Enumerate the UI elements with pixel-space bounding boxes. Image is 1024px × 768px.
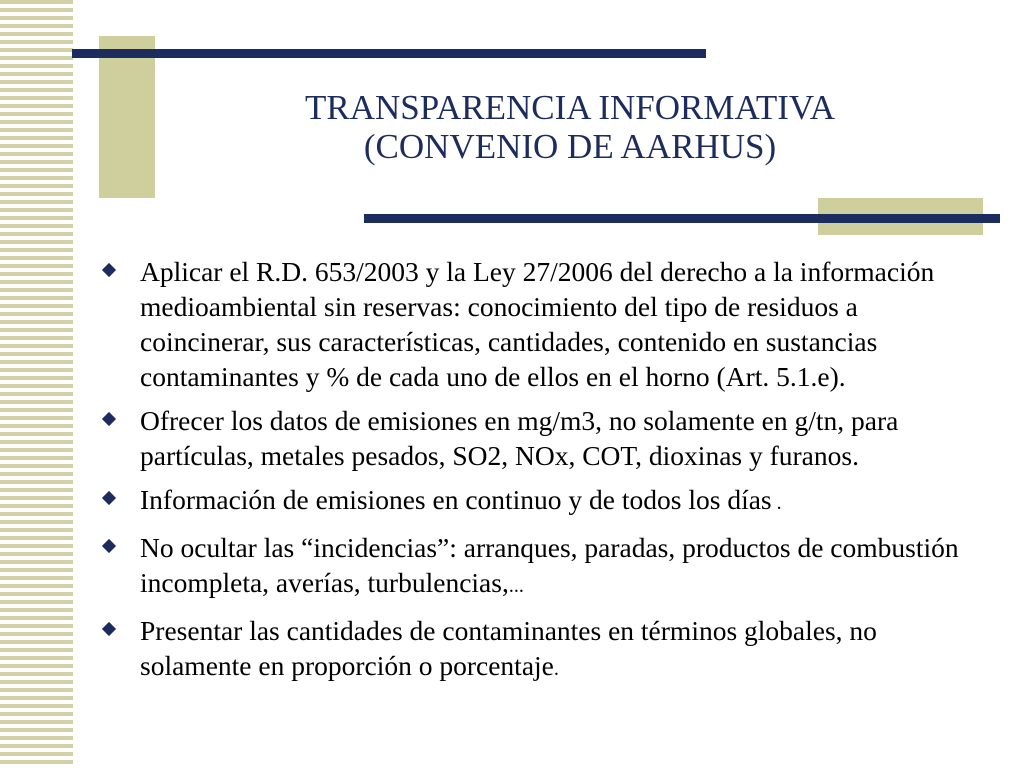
slide-title-line-1: TRANSPARENCIA INFORMATIVA — [305, 88, 835, 127]
bullet-item-2 — [100, 403, 980, 473]
diamond-bullet-icon — [102, 412, 116, 426]
slide-title — [230, 88, 910, 166]
bullet-item-1 — [100, 254, 980, 394]
bullet-item-3 — [100, 482, 980, 521]
diamond-bullet-icon — [102, 539, 116, 553]
bullet-text-5-tail: . — [553, 658, 559, 680]
bullet-item-5 — [100, 613, 980, 687]
diamond-bullet-icon — [102, 491, 116, 505]
bullet-text-4-tail: ... — [508, 575, 524, 597]
slide-title-line-2: (CONVENIO DE AARHUS) — [363, 127, 777, 166]
bullet-text-3: Información de emisiones en continuo y de todos los días — [140, 484, 772, 515]
bullet-list — [100, 254, 980, 696]
diamond-bullet-icon — [102, 622, 116, 636]
bullet-text-1: Aplicar el R.D. 653/2003 y la Ley 27/2006 del derecho a la información medioambiental sin reservas: conocimiento del tipo de residuos a coincinerar, sus características, cantidades, contenido en sustancias contaminantes y % de cada uno de ellos en el horno (Art. 5.1.e). — [140, 256, 935, 392]
decorative-line-top — [72, 49, 706, 58]
decorative-stripes — [0, 0, 73, 768]
bullet-item-4 — [100, 530, 980, 604]
decorative-line-bottom — [364, 214, 1000, 223]
bullet-text-4: No ocultar las “incidencias”: arranques, paradas, productos de combustión incompleta, averías, turbulencias, — [140, 532, 959, 598]
diamond-bullet-icon — [102, 263, 116, 277]
bullet-text-2: Ofrecer los datos de emisiones en mg/m3, no solamente en g/tn, para partículas, metales pesados, SO2, NOx, COT, dioxinas y furanos. — [140, 405, 899, 471]
bullet-text-3-tail: . — [771, 492, 782, 514]
decorative-tan-block-top — [99, 36, 155, 198]
bullet-text-5: Presentar las cantidades de contaminantes en términos globales, no solamente en proporción o porcentaje — [140, 615, 877, 681]
